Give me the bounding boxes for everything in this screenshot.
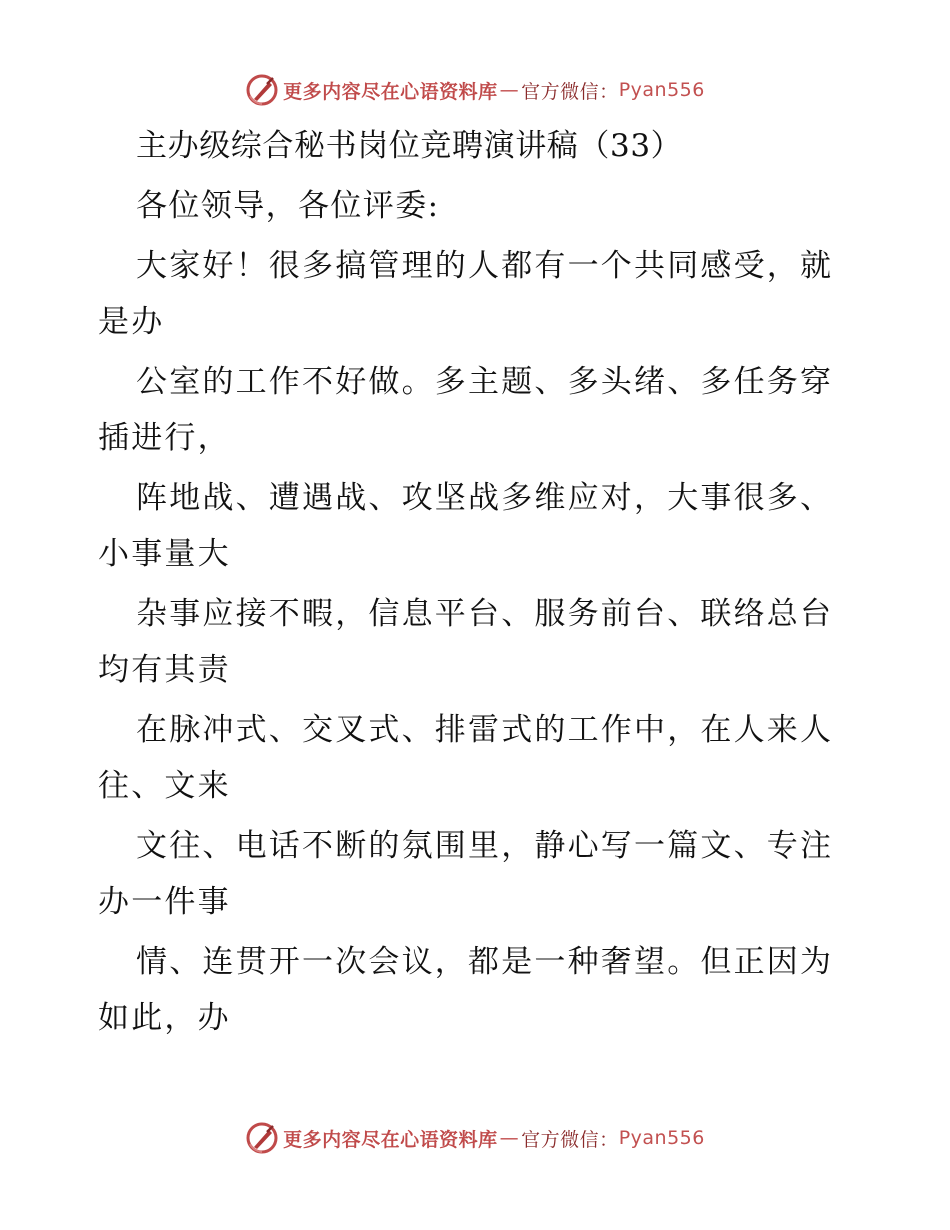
paragraph-line: 如此，办 (98, 1000, 231, 1036)
footer-brand-text: 更多内容尽在心语资料库 (283, 1128, 498, 1151)
paragraph-line: 办一件事 (98, 884, 231, 920)
footer-banner (0, 1118, 950, 1158)
header-banner (0, 70, 950, 110)
quill-pen-logo-icon (245, 73, 279, 107)
salutation: 各位领导，各位评委: (136, 188, 440, 224)
footer-dash: — (499, 1127, 520, 1149)
quill-pen-logo-icon (245, 1121, 279, 1155)
document-title: 主办级综合秘书岗位竞聘演讲稿（33） (136, 128, 683, 164)
header-wechat-id: Pyan556 (618, 79, 705, 101)
footer-wechat-id: Pyan556 (618, 1127, 705, 1149)
paragraph-line: 文往、电话不断的氛围里，静心写一篇文、专注 (136, 828, 834, 864)
header-dash: — (499, 79, 520, 101)
paragraph-line: 在脉冲式、交叉式、排雷式的工作中，在人来人 (136, 712, 834, 748)
footer-wechat-label: 官方微信： (521, 1128, 619, 1151)
paragraph-line: 往、文来 (98, 768, 231, 804)
header-brand-text: 更多内容尽在心语资料库 (283, 80, 498, 103)
paragraph-line: 大家好！很多搞管理的人都有一个共同感受，就 (136, 248, 834, 284)
header-wechat-label: 官方微信： (521, 80, 619, 103)
paragraph-line: 均有其责 (98, 652, 231, 688)
paragraph-line: 公室的工作不好做。多主题、多头绪、多任务穿 (136, 364, 834, 400)
paragraph-line: 插进行， (98, 420, 231, 456)
paragraph-line: 情、连贯开一次会议，都是一种奢望。但正因为 (136, 944, 834, 980)
paragraph-line: 杂事应接不暇，信息平台、服务前台、联络总台 (136, 596, 834, 632)
paragraph-line: 是办 (98, 304, 165, 340)
paragraph-line: 小事量大 (98, 536, 231, 572)
paragraph-line: 阵地战、遭遇战、攻坚战多维应对，大事很多、 (136, 480, 834, 516)
